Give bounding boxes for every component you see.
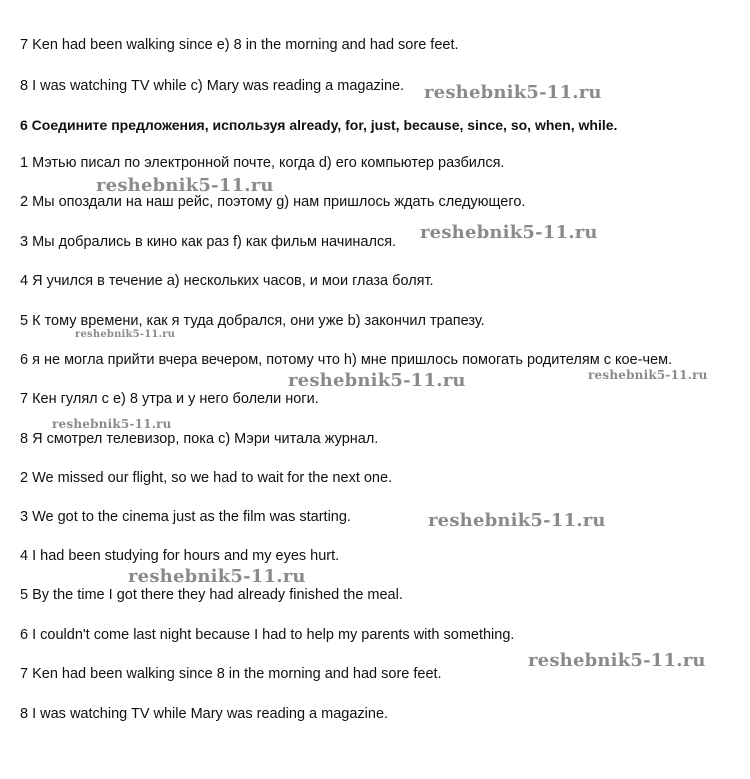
translation-line-6: 6 я не могла прийти вчера вечером, потому что h) мне пришлось помогать родителям с кое-чем. — [20, 352, 673, 368]
watermark: reshebnik5-11.ru — [428, 510, 606, 531]
sentence-line-5: 5 By the time I got there they had already finished the meal. — [20, 587, 403, 603]
answer-line-7-match: 7 Ken had been walking since e) 8 in the morning and had sore feet. — [20, 37, 459, 53]
sentence-line-3: 3 We got to the cinema just as the film was starting. — [20, 509, 351, 525]
sentence-line-6: 6 I couldn't come last night because I had to help my parents with something. — [20, 627, 515, 643]
translation-line-3: 3 Мы добрались в кино как раз f) как фильм начинался. — [20, 234, 397, 250]
translation-line-2: 2 Мы опоздали на наш рейс, поэтому g) нам пришлось ждать следующего. — [20, 194, 526, 210]
sentence-line-8: 8 I was watching TV while Mary was reading a magazine. — [20, 706, 389, 722]
answer-line-8-match: 8 I was watching TV while c) Mary was reading a magazine. — [20, 78, 405, 94]
sentence-line-7: 7 Ken had been walking since 8 in the morning and had sore feet. — [20, 666, 442, 682]
translation-line-5: 5 К тому времени, как я туда добрался, они уже b) закончил трапезу. — [20, 313, 485, 329]
translation-line-7: 7 Кен гулял с e) 8 утра и у него болели ноги. — [20, 391, 319, 407]
translation-line-8: 8 Я смотрел телевизор, пока c) Мэри читала журнал. — [20, 431, 379, 447]
watermark: reshebnik5-11.ru — [420, 222, 598, 243]
watermark: reshebnik5-11.ru — [96, 175, 274, 196]
sentence-line-4: 4 I had been studying for hours and my eyes hurt. — [20, 548, 340, 564]
sentence-line-2: 2 We missed our flight, so we had to wait for the next one. — [20, 470, 393, 486]
watermark: reshebnik5-11.ru — [75, 329, 176, 340]
watermark: reshebnik5-11.ru — [288, 370, 466, 391]
exercise-6-heading: 6 Соедините предложения, используя already, for, just, because, since, so, when, while. — [20, 117, 618, 133]
translation-line-1: 1 Мэтью писал по электронной почте, когда d) его компьютер разбился. — [20, 155, 505, 171]
watermark: reshebnik5-11.ru — [528, 650, 706, 671]
watermark: reshebnik5-11.ru — [588, 368, 708, 382]
translation-line-4: 4 Я учился в течение a) нескольких часов, и мои глаза болят. — [20, 273, 434, 289]
watermark: reshebnik5-11.ru — [128, 566, 306, 587]
watermark: reshebnik5-11.ru — [424, 82, 602, 103]
watermark: reshebnik5-11.ru — [52, 417, 172, 431]
